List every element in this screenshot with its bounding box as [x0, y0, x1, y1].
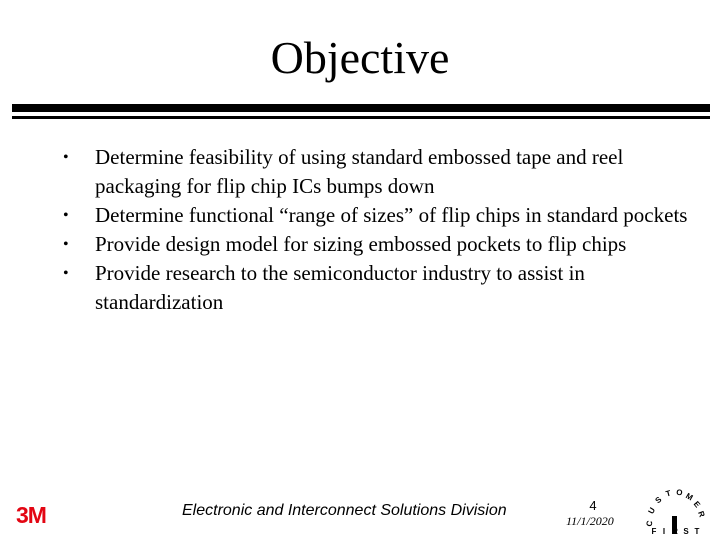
svg-text:T: T [664, 488, 672, 499]
svg-text:I: I [662, 527, 666, 536]
svg-text:O: O [675, 487, 684, 498]
objective-list [58, 143, 698, 317]
title-divider-thick [12, 104, 710, 112]
page-number: 4 [589, 498, 597, 513]
svg-text:M: M [684, 491, 695, 503]
customer-first-logo-icon [644, 487, 707, 536]
slide-title: Objective [270, 32, 450, 83]
division-name: Electronic and Interconnect Solutions Division [182, 502, 507, 519]
svg-text:F: F [651, 527, 657, 536]
svg-text:S: S [683, 527, 689, 536]
title-divider-thin [12, 116, 710, 119]
svg-text:T: T [694, 527, 700, 536]
bullet-item: • Determine functional “range of sizes” of flip chips in standard pockets [58, 201, 698, 230]
bullet-item: • Provide design model for sizing embossed pockets to flip chips [58, 230, 698, 259]
bullet-item: • Provide research to the semiconductor industry to assist in standardization [58, 259, 698, 317]
svg-text:R: R [696, 509, 707, 519]
bullet-item: • Determine feasibility of using standard embossed tape and reel packaging for flip chip ICs bumps down [58, 143, 698, 201]
slide-date: 11/1/2020 [566, 514, 614, 528]
svg-text:S: S [653, 494, 664, 506]
svg-text:C: C [644, 519, 655, 528]
svg-text:E: E [691, 499, 703, 510]
svg-text:U: U [646, 505, 658, 516]
3m-logo: 3M [16, 502, 46, 528]
